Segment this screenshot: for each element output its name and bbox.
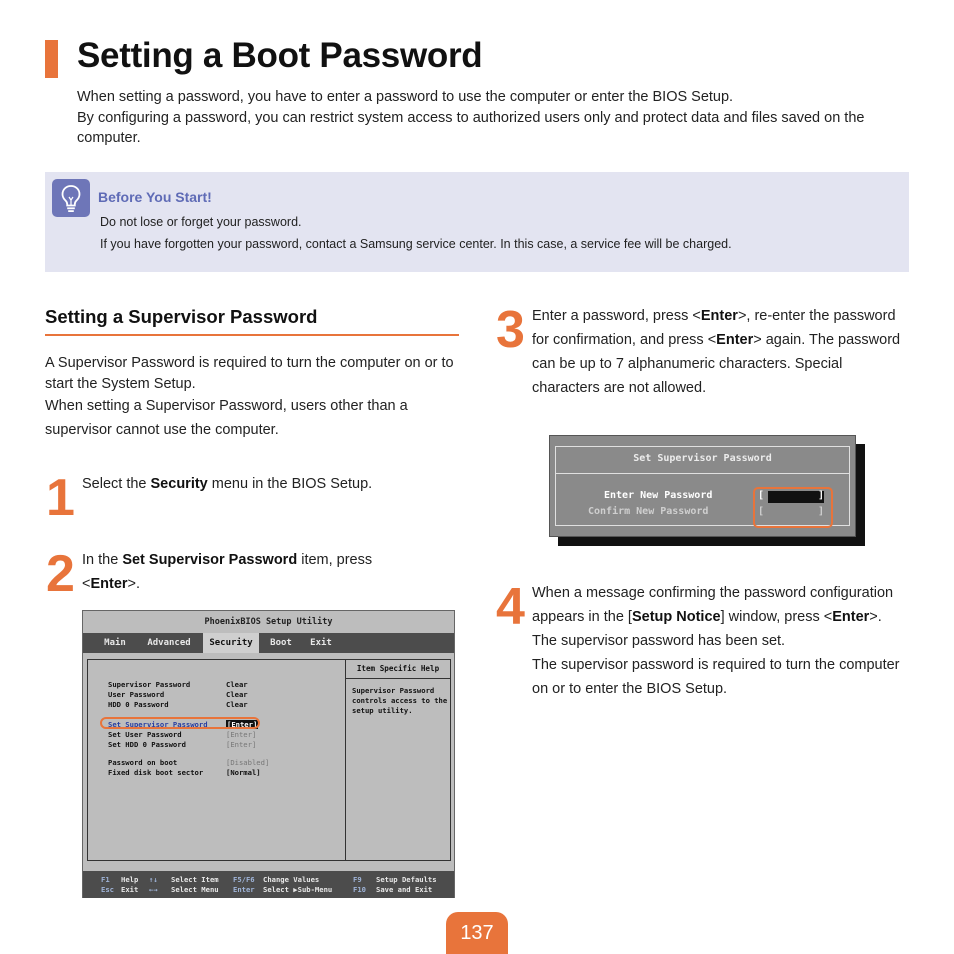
bios-settings-panel (87, 659, 346, 861)
bios-key-label: Help (121, 875, 139, 884)
step-text-part: >. (869, 609, 882, 625)
bios-key-label: Select ▶Sub-Menu (263, 885, 333, 894)
step-text-part: In the (82, 552, 123, 568)
step-text-part: item, press < (82, 552, 373, 592)
step-text (82, 548, 432, 596)
step-number: 4 (496, 578, 523, 636)
bios-row-label[interactable]: Set HDD 0 Password (108, 740, 186, 749)
tip-title: Before You Start! (98, 189, 212, 205)
step-text-part: menu in the BIOS Setup. (207, 476, 373, 492)
step-text-part: >, re-enter the password for confirmation, and press < (532, 308, 896, 348)
heading-accent-bar (45, 40, 58, 78)
bios-row-label: User Password (108, 690, 165, 699)
bios-row-value: Clear (226, 680, 248, 689)
bios-key: F1 (101, 875, 110, 884)
dialog-frame (555, 446, 850, 526)
step-number: 3 (496, 301, 523, 359)
confirm-new-password-label: Confirm New Password (588, 506, 709, 517)
intro-line: By configuring a password, you can restrict system access to authorized users only and protect data and files saved on the computer. (77, 109, 865, 146)
bios-key-label: Change Values (263, 875, 320, 884)
bios-help-line: setup utility. (352, 706, 413, 715)
bios-menu-main[interactable]: Main (104, 638, 126, 648)
step-number: 1 (46, 469, 73, 527)
bios-row-value[interactable]: [Normal] (226, 768, 261, 777)
page-title: Setting a Boot Password (77, 36, 483, 75)
step-text (532, 581, 910, 701)
section-title: Setting a Supervisor Password (45, 306, 318, 327)
step-text (532, 304, 910, 400)
bios-row-label[interactable]: Set User Password (108, 730, 182, 739)
step-text-bold: Enter (700, 308, 738, 324)
step-text-bold: Set Supervisor Password (122, 552, 298, 568)
bios-row-value[interactable]: [Enter] (227, 720, 258, 729)
step-number: 2 (46, 545, 73, 603)
step-paragraph: The supervisor password is required to turn the computer on or to enter the BIOS Setup. (532, 657, 900, 697)
bracket-open: [ (758, 490, 765, 501)
bios-setup-screenshot (82, 610, 455, 898)
bios-row-value: Clear (226, 700, 248, 709)
step-text-bold: Enter (90, 576, 128, 592)
bios-help-line: controls access to the (352, 696, 448, 705)
step-paragraph: The supervisor password has been set. (532, 633, 786, 649)
highlight-ring (100, 717, 260, 729)
lightbulb-icon (52, 179, 90, 217)
bios-help-title: Item Specific Help (346, 660, 450, 679)
section-paragraph: A Supervisor Password is required to turn the computer on or to start the System Setup. (45, 355, 454, 392)
tip-line: If you have forgotten your password, contact a Samsung service center. In this case, a service fee will be charged. (100, 237, 732, 251)
bios-title: PhoenixBIOS Setup Utility (204, 617, 333, 627)
section-rule (45, 334, 459, 336)
intro-line: When setting a password, you have to enter a password to use the computer or enter the BIOS Setup. (77, 89, 734, 105)
step-text-part: Enter a password, press < (532, 308, 701, 324)
bios-menu-security[interactable]: Security (203, 633, 259, 653)
bios-key: F9 (353, 875, 362, 884)
step-text-part: > again. The password can be up to 7 alphanumeric characters. Special characters are not allowed. (532, 332, 901, 396)
dialog-divider (556, 473, 849, 474)
bios-row-value[interactable]: [Enter] (226, 740, 257, 749)
bios-help-panel (345, 659, 451, 861)
bios-key-label: Setup Defaults (376, 875, 437, 884)
bios-key-label: Exit (121, 885, 139, 894)
bios-menu-advanced[interactable]: Advanced (147, 638, 191, 648)
step-text-bold: Enter (716, 332, 754, 348)
bios-key: F5/F6 (233, 875, 255, 884)
step-text-part: >. (127, 576, 141, 592)
step-text-bold: Setup Notice (631, 609, 721, 625)
bios-row-value: Clear (226, 690, 248, 699)
bios-menu-boot[interactable]: Boot (270, 638, 292, 648)
highlight-ring (753, 487, 833, 528)
bios-row-label: Supervisor Password (108, 680, 191, 689)
bios-help-line: Supervisor Password (352, 686, 435, 695)
bios-row-value[interactable]: [Enter] (226, 730, 257, 739)
step-text-part: Select the (82, 476, 151, 492)
bios-key: ←→ (149, 885, 158, 894)
section-paragraph: When setting a Supervisor Password, users other than a supervisor cannot use the computer. (45, 398, 408, 438)
set-supervisor-password-dialog (549, 435, 856, 537)
intro-text (77, 87, 917, 149)
step-text-part: When a message confirming the password configuration appears in the [ (532, 585, 894, 625)
bios-key-label: Select Menu (171, 885, 219, 894)
step-text (82, 472, 462, 496)
bios-row-label[interactable]: Set Supervisor Password (108, 720, 208, 729)
bios-footer (83, 871, 454, 898)
bracket-open: [ (758, 506, 765, 517)
step-paragraph (532, 581, 910, 629)
bios-key: Enter (233, 885, 255, 894)
bios-menu-bar (83, 633, 454, 653)
bios-row-label: HDD 0 Password (108, 700, 169, 709)
page-number: 137 (446, 912, 508, 954)
bios-row-label[interactable]: Fixed disk boot sector (108, 768, 204, 777)
bios-key-label: Select Item (171, 875, 219, 884)
bios-row-label[interactable]: Password on boot (108, 758, 178, 767)
dialog-title: Set Supervisor Password (633, 453, 772, 464)
section-body (45, 353, 459, 442)
bracket-close: ] (818, 506, 825, 517)
bracket-close: ] (818, 490, 825, 501)
step-text-bold: Security (150, 476, 208, 492)
bios-row-value[interactable]: [Disabled] (226, 758, 270, 767)
tip-line: Do not lose or forget your password. (100, 215, 302, 229)
enter-new-password-label: Enter New Password (604, 490, 713, 501)
step-text-part: ] window, press < (720, 609, 833, 625)
bios-key: F10 (353, 885, 366, 894)
bios-key: ↑↓ (149, 875, 158, 884)
bios-key-label: Save and Exit (376, 885, 433, 894)
bios-key: Esc (101, 885, 114, 894)
bios-menu-exit[interactable]: Exit (310, 638, 332, 648)
step-text-bold: Enter (832, 609, 870, 625)
